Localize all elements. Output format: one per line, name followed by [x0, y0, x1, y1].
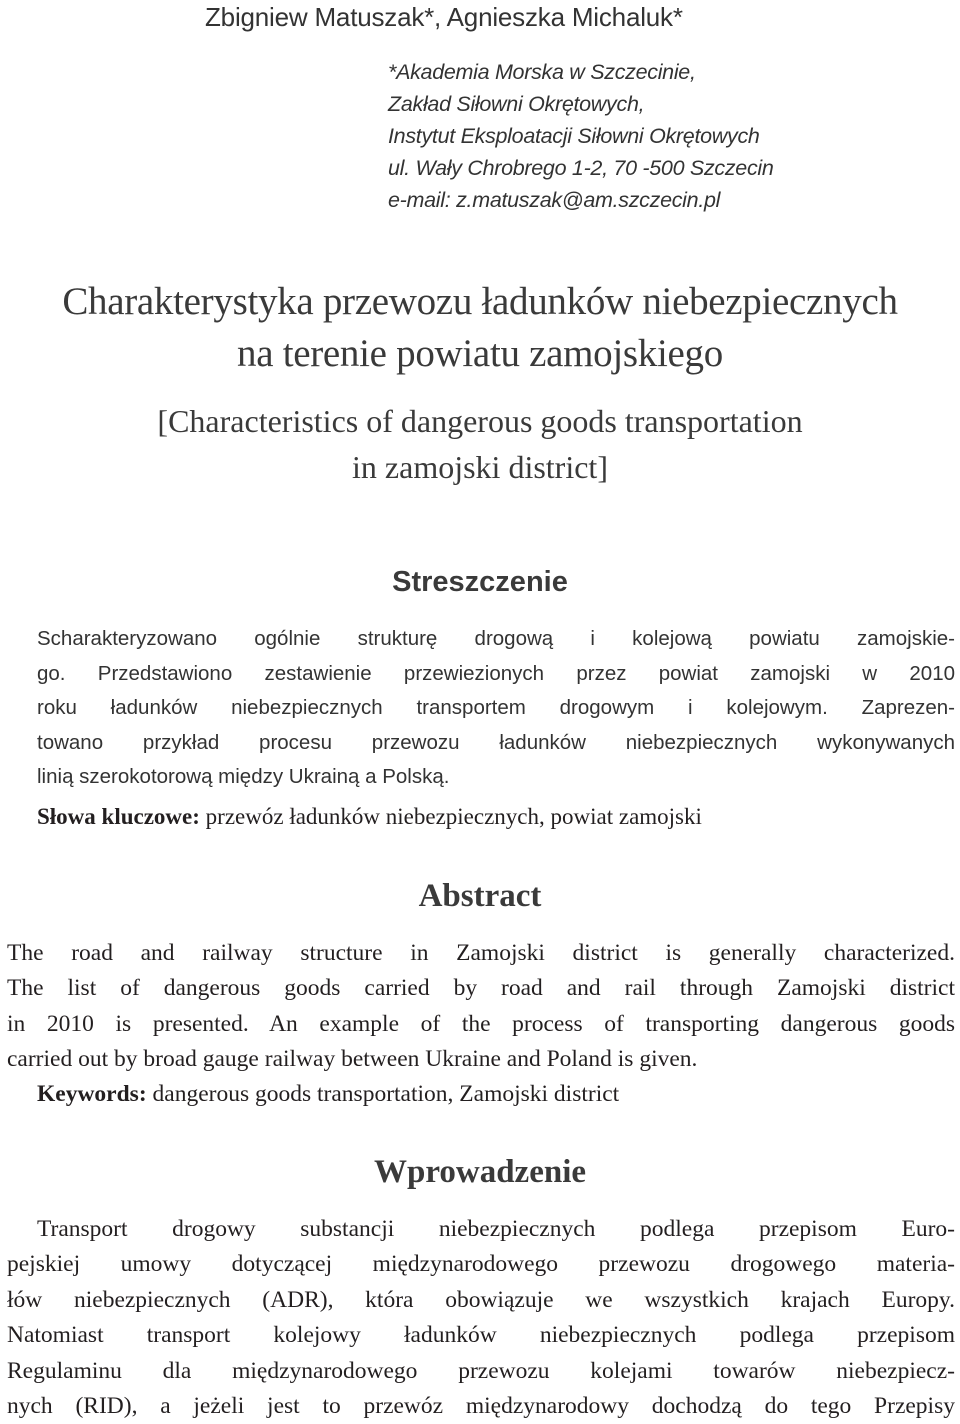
text-line: roku ładunków niebezpiecznych transportem drogowym i kolejowym. Zaprezen-: [37, 696, 955, 719]
author-names: Zbigniew Matuszak*, Agnieszka Michaluk*: [205, 2, 683, 32]
text-line: The list of dangerous goods carried by road and rail through Zamojski district: [7, 975, 955, 1002]
text-line: carried out by broad gauge railway between Ukraine and Poland is given.: [7, 1045, 698, 1072]
text-line: The road and railway structure in Zamojski district is generally characterized.: [7, 940, 955, 966]
text-line: łów niebezpiecznych (ADR), która obowiązuje we wszystkich krajach Europy.: [7, 1286, 955, 1313]
keywords-polish: [37, 800, 702, 834]
wprowadzenie-body: [7, 1212, 955, 1424]
text-line: towano przykład procesu przewozu ładunków niebezpiecznych wykonywanych: [37, 730, 955, 754]
keywords-english: [37, 1077, 619, 1112]
keywords-text: przewóz ładunków niebezpiecznych, powiat zamojski: [199, 804, 702, 829]
title-line: na terenie powiatu zamojskiego: [237, 332, 723, 375]
streszczenie-heading: Streszczenie: [392, 566, 568, 598]
title-line: Charakterystyka przewozu ładunków niebezpiecznych: [62, 280, 898, 323]
text-line: in 2010 is presented. An example of the process of transporting dangerous goods: [7, 1010, 955, 1037]
text-line: pejskiej umowy dotyczącej międzynarodowego przewozu drogowego materia-: [7, 1251, 955, 1278]
paper-title-english: [0, 398, 960, 490]
paper-title-polish: [0, 276, 960, 380]
affiliation-line: Zakład Siłowni Okrętowych,: [388, 92, 645, 116]
text-line: linią szerokotorową między Ukrainą a Polską.: [37, 765, 450, 788]
affiliation-email: e-mail: z.matuszak@am.szczecin.pl: [388, 188, 721, 212]
text-line: go. Przedstawiono zestawienie przewiezionych przez powiat zamojski w 2010: [37, 661, 955, 685]
affiliation-line: ul. Wały Chrobrego 1-2, 70 -500 Szczecin: [388, 156, 774, 180]
text-line: Transport drogowy substancji niebezpiecznych podlega przepisom Euro-: [37, 1216, 955, 1242]
text-line: nych (RID), a jeżeli jest to przewóz międzynarodowy dochodzą do tego Przepisy: [7, 1393, 955, 1420]
keywords-label: Keywords:: [37, 1081, 147, 1107]
abstract-heading: Abstract: [418, 878, 542, 914]
affiliation-line: Instytut Eksploatacji Siłowni Okrętowych: [388, 124, 760, 148]
affiliation-line: *Akademia Morska w Szczecinie,: [388, 60, 696, 84]
keywords-text: dangerous goods transportation, Zamojski district: [146, 1081, 620, 1107]
title-line: in zamojski district]: [352, 449, 608, 485]
text-line: Regulaminu dla międzynarodowego przewozu kolejami towarów niebezpiecz-: [7, 1357, 955, 1384]
text-line: Natomiast transport kolejowy ładunków niebezpiecznych podlega przepisom: [7, 1322, 955, 1349]
streszczenie-body: [37, 622, 955, 795]
title-line: [Characteristics of dangerous goods transportation: [157, 403, 803, 439]
abstract-body: [7, 936, 955, 1077]
wprowadzenie-heading: Wprowadzenie: [373, 1154, 587, 1190]
affiliation-block: [388, 56, 774, 216]
text-line: Scharakteryzowano ogólnie strukturę drogową i kolejową powiatu zamojskie-: [37, 627, 955, 650]
keywords-label: Słowa kluczowe:: [37, 804, 200, 829]
